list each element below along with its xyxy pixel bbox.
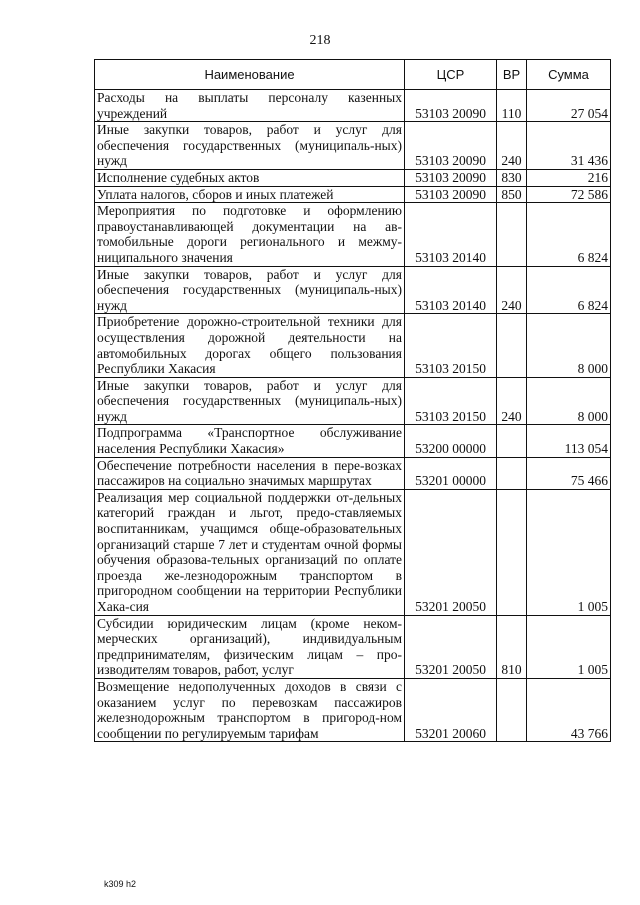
table-row bbox=[95, 489, 611, 615]
cell-vr bbox=[497, 203, 527, 266]
table-header-row bbox=[95, 60, 611, 90]
table-row bbox=[95, 615, 611, 678]
cell-csr: 53201 20050 bbox=[405, 615, 497, 678]
page-number: 218 bbox=[309, 33, 331, 48]
cell-csr: 53103 20150 bbox=[405, 314, 497, 377]
cell-sum: 72 586 bbox=[527, 186, 611, 203]
cell-csr: 53103 20090 bbox=[405, 186, 497, 203]
cell-name: Возмещение недополученных доходов в связи с оказанием услуг по перевозкам пассажиров железнодорожным транспортом в пригород-ном сообщении по регулируемым тарифам bbox=[95, 678, 405, 741]
cell-name: Мероприятия по подготовке и оформлению правоустанавливающей документации на ав-томобильные дороги регионального и межму-ниципального значения bbox=[95, 203, 405, 266]
header-vr: ВР bbox=[497, 60, 527, 90]
cell-vr: 240 bbox=[497, 266, 527, 314]
cell-sum: 75 466 bbox=[527, 457, 611, 489]
cell-csr: 53103 20150 bbox=[405, 377, 497, 425]
table-row bbox=[95, 678, 611, 741]
table-row bbox=[95, 457, 611, 489]
table-row bbox=[95, 377, 611, 425]
budget-table bbox=[94, 59, 611, 742]
cell-sum: 27 054 bbox=[527, 90, 611, 122]
table-row bbox=[95, 425, 611, 457]
cell-name: Подпрограмма «Транспортное обслуживание населения Республики Хакасия» bbox=[95, 425, 405, 457]
cell-sum: 6 824 bbox=[527, 266, 611, 314]
cell-csr: 53103 20090 bbox=[405, 122, 497, 170]
cell-sum: 43 766 bbox=[527, 678, 611, 741]
cell-vr bbox=[497, 425, 527, 457]
cell-name: Расходы на выплаты персоналу казенных учреждений bbox=[95, 90, 405, 122]
cell-sum: 31 436 bbox=[527, 122, 611, 170]
cell-name: Уплата налогов, сборов и иных платежей bbox=[95, 186, 405, 203]
table-row bbox=[95, 122, 611, 170]
cell-csr: 53200 00000 bbox=[405, 425, 497, 457]
cell-csr: 53103 20090 bbox=[405, 169, 497, 186]
cell-csr: 53201 00000 bbox=[405, 457, 497, 489]
cell-sum: 1 005 bbox=[527, 615, 611, 678]
cell-sum: 113 054 bbox=[527, 425, 611, 457]
cell-name: Иные закупки товаров, работ и услуг для обеспечения государственных (муниципаль-ных) нужд bbox=[95, 377, 405, 425]
cell-vr: 240 bbox=[497, 122, 527, 170]
table-row bbox=[95, 186, 611, 203]
cell-name: Иные закупки товаров, работ и услуг для обеспечения государственных (муниципаль-ных) нужд bbox=[95, 266, 405, 314]
cell-csr: 53201 20050 bbox=[405, 489, 497, 615]
cell-vr: 850 bbox=[497, 186, 527, 203]
cell-name: Субсидии юридическим лицам (кроме неком-мерческих организаций), индивидуальным предпринимателям, физическим лицам – про-изводителям товаров, работ, услуг bbox=[95, 615, 405, 678]
cell-vr bbox=[497, 314, 527, 377]
cell-csr: 53103 20090 bbox=[405, 90, 497, 122]
cell-name: Приобретение дорожно-строительной техники для осуществления дорожной деятельности на автомобильных дорогах общего пользования Республики Хакасия bbox=[95, 314, 405, 377]
table-row bbox=[95, 314, 611, 377]
cell-vr bbox=[497, 678, 527, 741]
table-body bbox=[95, 90, 611, 742]
header-csr: ЦСР bbox=[405, 60, 497, 90]
header-sum: Сумма bbox=[527, 60, 611, 90]
table-row bbox=[95, 169, 611, 186]
cell-sum: 1 005 bbox=[527, 489, 611, 615]
footer-code: k309 h2 bbox=[104, 879, 137, 889]
cell-sum: 8 000 bbox=[527, 314, 611, 377]
table-row bbox=[95, 266, 611, 314]
table-row bbox=[95, 203, 611, 266]
cell-sum: 8 000 bbox=[527, 377, 611, 425]
cell-vr: 830 bbox=[497, 169, 527, 186]
cell-csr: 53103 20140 bbox=[405, 203, 497, 266]
cell-sum: 216 bbox=[527, 169, 611, 186]
header-name: Наименование bbox=[95, 60, 405, 90]
cell-vr: 110 bbox=[497, 90, 527, 122]
cell-csr: 53201 20060 bbox=[405, 678, 497, 741]
cell-vr: 240 bbox=[497, 377, 527, 425]
cell-sum: 6 824 bbox=[527, 203, 611, 266]
cell-vr bbox=[497, 457, 527, 489]
cell-name: Обеспечение потребности населения в пере-возках пассажиров на социально значимых маршрутах bbox=[95, 457, 405, 489]
cell-vr bbox=[497, 489, 527, 615]
cell-name: Исполнение судебных актов bbox=[95, 169, 405, 186]
table-row bbox=[95, 90, 611, 122]
cell-vr: 810 bbox=[497, 615, 527, 678]
cell-name: Реализация мер социальной поддержки от-дельных категорий граждан и льгот, предо-ставляемых воспитанникам, учащимся обще-образовательных организаций старше 7 лет и студентам очной формы обучения образова-тельных организаций по оплате проезда же-лезнодорожным транспортом в пригородном сообщении на территории Республики Хака-сия bbox=[95, 489, 405, 615]
cell-csr: 53103 20140 bbox=[405, 266, 497, 314]
cell-name: Иные закупки товаров, работ и услуг для обеспечения государственных (муниципаль-ных) нужд bbox=[95, 122, 405, 170]
